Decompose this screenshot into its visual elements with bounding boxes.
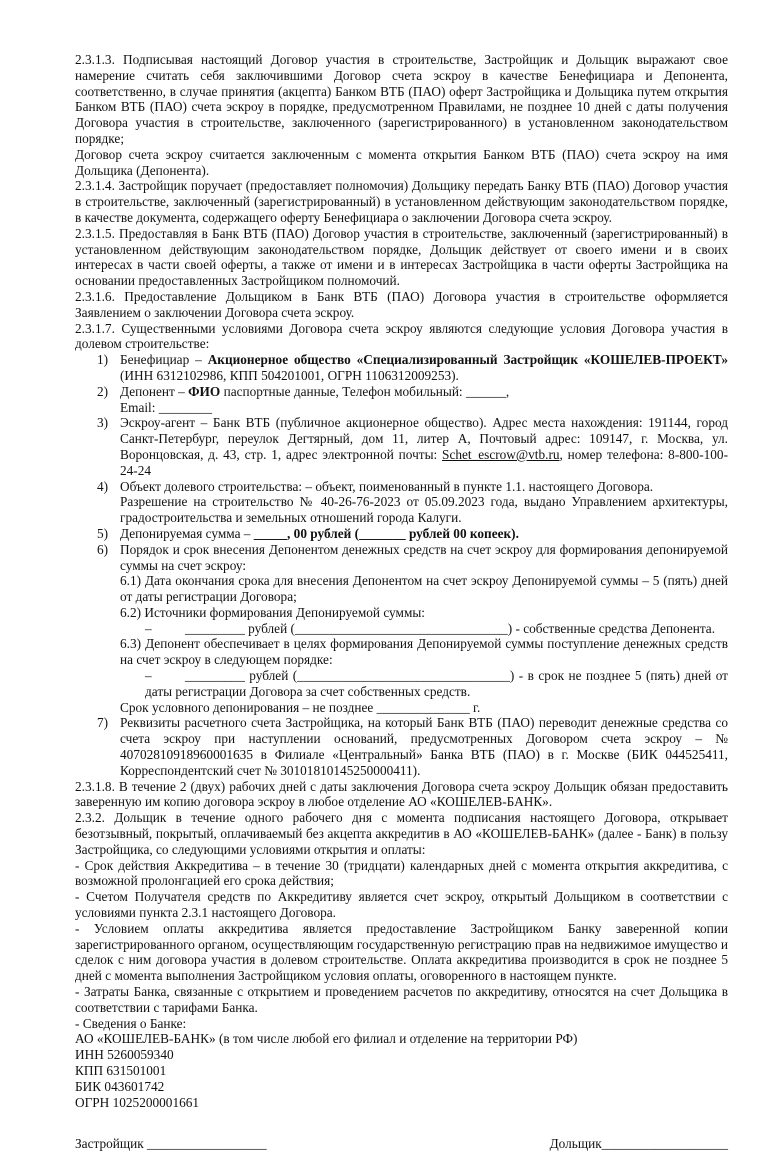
list-item-beneficiary: 1) Бенефициар – Акционерное общество «Специализированный Застройщик «КОШЕЛЕВ-ПРОЕКТ» (ИНН 6312102986, КПП 504201001, ОГРН 1106312009253). — [97, 352, 728, 383]
document-page — [75, 0, 728, 1172]
payment-condition: - Условием оплаты аккредитива является предоставление Застройщиком Банку заверенной копии зарегистрированного органом, осуществляющим государственную регистрацию прав на недвижимое имущество и сделок с ним договора участия в долевом строительстве. Оплата аккредитива производится в срок не позднее 5 дней с момента выполнения Застройщиком условия оплаты, оговоренного в настоящем пункте. — [75, 920, 728, 984]
list-item-account-details: 7) Реквизиты расчетного счета Застройщика, на который Банк ВТБ (ПАО) переводит денежные средства со счета эскроу при наступлении оснований, предусмотренных Договором счета эскроу – № 40702810918960001635 в Филиале «Центральный» Банка ВТБ (ПАО) в г. Москве (БИК 044525411, Корреспондентский счет № 30101810145250000411). — [97, 715, 728, 778]
bank-bik: БИК 043601742 — [75, 1078, 165, 1094]
developer-signature-line: Застройщик __________________ — [75, 1136, 267, 1152]
bank-ogrn: ОГРН 1025200001661 — [75, 1094, 200, 1110]
clause-2-3-1-8: 2.3.1.8. В течение 2 (двух) рабочих дней с даты заключения Договора счета эскроу Дольщик обязан предоставить заверенную им копию договора эскроу в любое отделение АО «КОШЕЛЕВ-БАНК». — [75, 778, 728, 810]
bank-costs: - Затраты Банка, связанные с открытием и проведением расчетов по аккредитиву, относятся на счет Дольщика в соответствии с тарифами Банка. — [75, 984, 728, 1015]
list-item-escrow-agent: 3) Эскроу-агент – Банк ВТБ (публичное акционерное общество). Адрес места нахождения: 191144, город Санкт-Петербург, переулок Дегтярный, дом 11, литер А, Почтовый адрес: 109147, г. Москва, ул. Воронцовская, д. 43, стр. 1, адрес электронной почты: Schet_escrow@vtb.ru, номер телефона: 8-800-100-24-24 — [97, 415, 729, 478]
letter-of-credit-term: - Срок действия Аккредитива – в течение 30 (тридцати) календарных дней с момента открытия аккредитива, с возможной пролонгацией его срока действия; — [75, 857, 728, 889]
bank-name: АО «КОШЕЛЕВ-БАНК» (в том числе любой его филиал и отделение на территории РФ) — [75, 1031, 578, 1047]
email-field-line: Email: ________ — [120, 399, 212, 415]
clause-2-3-1-6: 2.3.1.6. Предоставление Дольщиком в Банк ВТБ (ПАО) Договора участия в строительстве оформляется Заявлением о заключении Договора счета эскроу. — [75, 288, 728, 320]
list-item-object: 4) Объект долевого строительства: – объект, поименованный в пункте 1.1. настоящего Договора. Разрешение на строительство № 40-26-76-2023 от 05.09.2023 года, выдано Управлением архитектуры, градостроительства и земельных отношений города Калуги. — [97, 478, 728, 526]
escrow-email-link[interactable]: Schet_escrow@vtb.ru — [442, 446, 560, 462]
recipient-account: - Счетом Получателя средств по Аккредитиву является счет эскроу, открытый Дольщиком в соответствии с условиями пункта 2.3.1 настоящего Договора. — [75, 889, 728, 921]
list-item-deposit-procedure: 6) Порядок и срок внесения Депонентом денежных средств на счет эскроу для формирования депонируемой суммы на счет эскроу: 6.1) Дата окончания срока для внесения Депонентом на счет эскроу Депонируемой суммы – 5 (пять) дней от даты регистрации Договора; 6.2) Источники формирования Депонируемой суммы: – _________ рублей (________________________________) - собственные средства Депонента. 6.3) Депонент обеспечивает в целях формирования Депонируемой суммы поступление денежных средств на счет эскроу в следующем порядке: – _________ рублей (________________________________) - в срок не позднее 5 (пять) дней от даты регистрации Договора за счет собственных средств. Срок условного депонирования – не позднее ______________ г. — [97, 541, 728, 715]
shareholder-signature-line: Дольщик___________________ — [549, 1136, 728, 1152]
signature-row — [75, 1136, 728, 1152]
clause-2-3-1-5: 2.3.1.5. Предоставляя в Банк ВТБ (ПАО) Договор участия в строительстве, заключенный (зарегистрированный) в установленном действующим законодательством порядке, Дольщик действует от своего имени и в своих интересах в части своей оферты, а также от имени и в интересах Застройщика в части оферты Застройщика на основании предоставленных Застройщиком полномочий. — [75, 225, 728, 289]
bank-inn: ИНН 5260059340 — [75, 1047, 174, 1063]
clause-2-3-1-4: 2.3.1.4. Застройщик поручает (предоставляет полномочия) Дольщику передать Банку ВТБ (ПАО) Договор участия в строительстве, заключенный (зарегистрированный) в установленном действующим законодательством порядке, в качестве документа, содержащего оферту Бенефициара о заключении Договора счета эскроу. — [75, 178, 728, 225]
bank-kpp: КПП 631501001 — [75, 1063, 167, 1078]
list-item-deposit-sum: 5) Депонируемая сумма – _____, 00 рублей (_______ рублей 00 копеек). — [97, 525, 519, 541]
list-item-depositor: 2) Депонент – ФИО паспортные данные, Телефон мобильный: ______, Email: ________ — [97, 383, 510, 415]
clause-2-3-1-3: 2.3.1.3. Подписывая настоящий Договор участия в строительстве, Застройщик и Дольщик выражают свое намерение считать себя заключившими Договор счета эскроу в качестве Бенефициара и Депонента, соответственно, в случае принятия (акцепта) Банком ВТБ (ПАО) оферт Застройщика и Дольщика путем открытия Банком ВТБ (ПАО) счета эскроу в порядке, предусмотренном Правилами, не позднее 10 дней с даты получения Договора участия в строительстве, заключенного (зарегистрированного) в установленном законодательством порядке; — [75, 52, 728, 146]
clause-2-3-2: 2.3.2. Дольщик в течение одного рабочего дня с момента подписания настоящего Договора, открывает безотзывный, покрытый, оплачиваемый без акцепта аккредитив в АО «КОШЕЛЕВ-БАНК» (далее - Банк) в пользу Застройщика, со следующими условиями открытия и оплаты: — [75, 810, 728, 857]
escrow-contract-note: Договор счета эскроу считается заключенным с момента открытия Банком ВТБ (ПАО) счета эскроу на имя Дольщика (Депонента). — [75, 146, 728, 178]
bank-info-heading: - Сведения о Банке: — [75, 1015, 187, 1031]
clause-2-3-1-7: 2.3.1.7. Существенными условиями Договора счета эскроу являются следующие условия Договора участия в долевом строительстве: — [75, 320, 728, 352]
